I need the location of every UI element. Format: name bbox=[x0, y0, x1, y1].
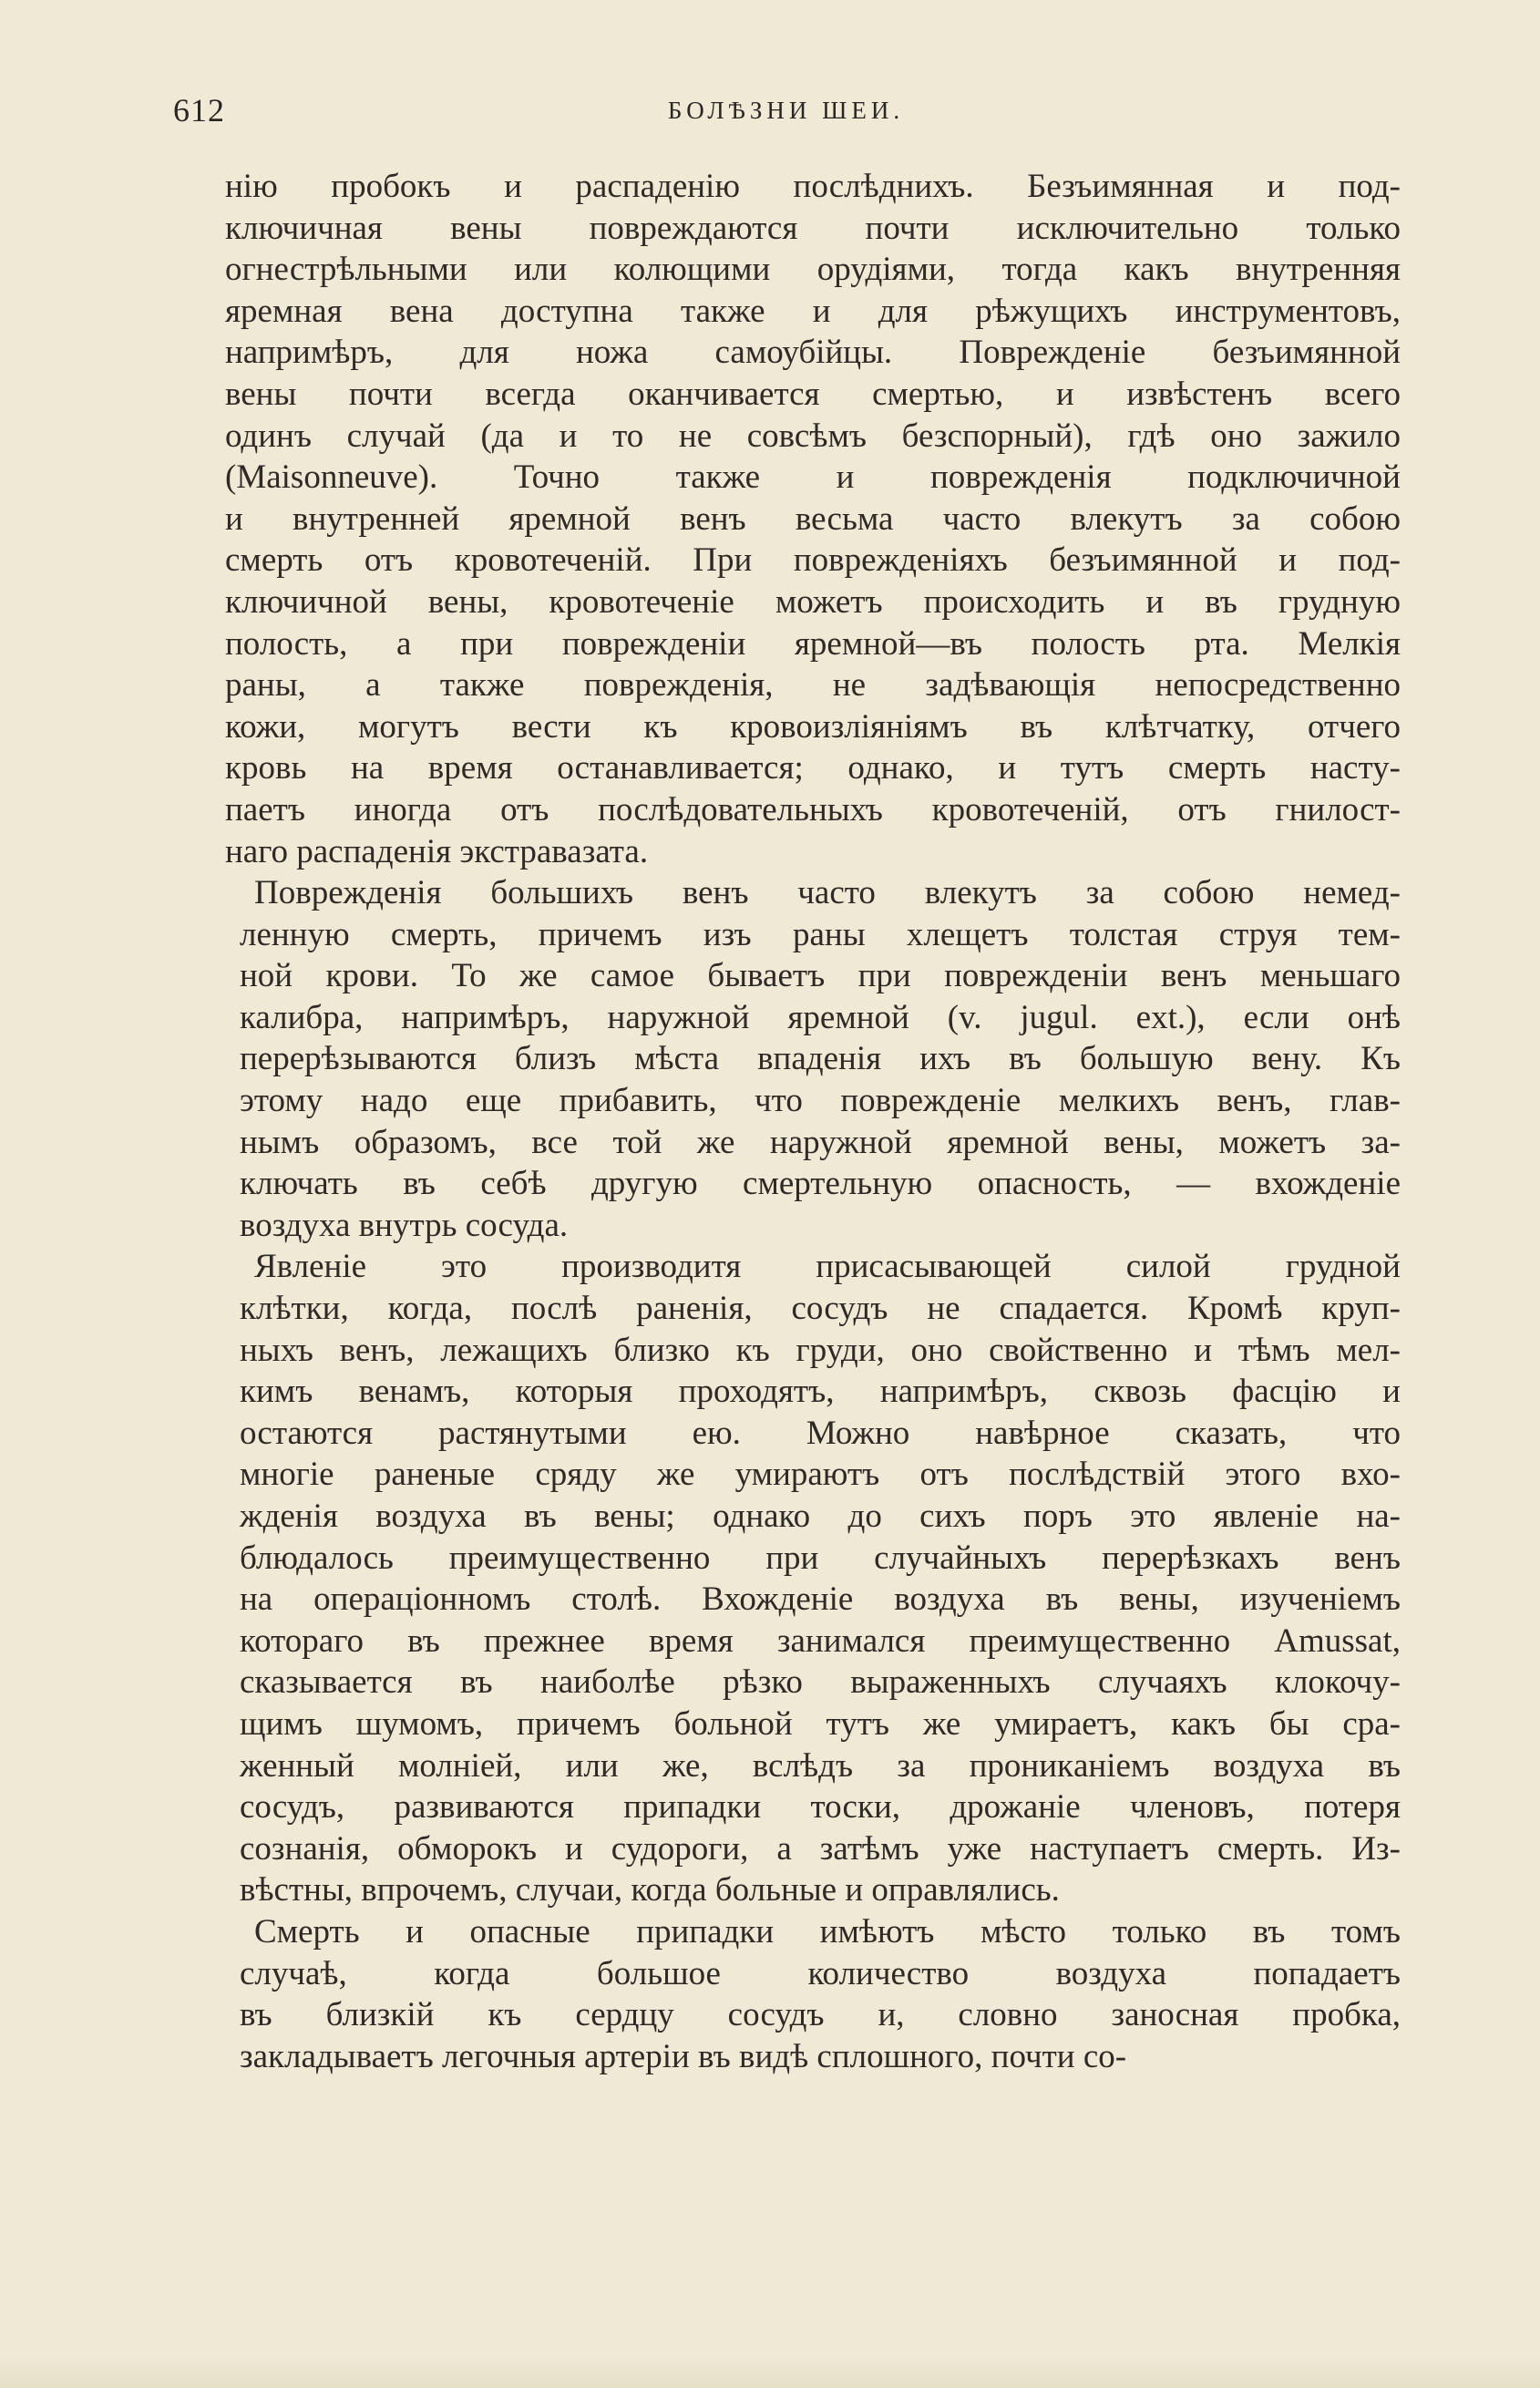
running-title: БОЛѢЗНИ ШЕИ. bbox=[667, 97, 905, 124]
text-line: ныхъ венъ, лежащихъ близко къ груди, оно свойственно и тѣмъ мел- bbox=[240, 1331, 1401, 1369]
paragraph bbox=[225, 1911, 1401, 2077]
text-line: остаются растянутыми ею. Можно навѣрное сказать, что bbox=[240, 1414, 1401, 1452]
text-line: яремная вена доступна также и для рѣжущихъ инструментовъ, bbox=[225, 292, 1401, 330]
text-line: сказывается въ наиболѣе рѣзко выраженныхъ случаяхъ клокочу- bbox=[240, 1663, 1401, 1702]
paragraph bbox=[225, 872, 1401, 1246]
text-line: котораго въ прежнее время занимался преимущественно Amussat, bbox=[240, 1621, 1401, 1660]
text-line: раны, а также поврежденія, не задѣвающія непосредственно bbox=[225, 666, 1401, 705]
text-line: перерѣзываются близъ мѣста впаденія ихъ въ большую вену. Къ bbox=[240, 1040, 1401, 1078]
text-line: случаѣ, когда большое количество воздуха попадаетъ bbox=[240, 1954, 1401, 1992]
text-line: этому надо еще прибавить, что поврежденіе мелкихъ венъ, глав- bbox=[240, 1082, 1401, 1120]
text-line: сознанія, обморокъ и судороги, а затѣмъ уже наступаетъ смерть. Из- bbox=[240, 1829, 1401, 1868]
text-line: вены почти всегда оканчивается смертью, и извѣстенъ всего bbox=[225, 375, 1401, 413]
text-line: паетъ иногда отъ послѣдовательныхъ кровотеченій, отъ гнилост- bbox=[225, 790, 1401, 829]
page-number: 612 bbox=[173, 92, 225, 129]
paragraph bbox=[225, 166, 1401, 872]
text-line: кимъ венамъ, которыя проходятъ, напримѣръ, сквозь фасцію и bbox=[240, 1373, 1401, 1411]
running-head bbox=[173, 91, 1399, 137]
text-line: наго распаденія экстравазата. bbox=[225, 832, 649, 870]
text-line: нію пробокъ и распаденію послѣднихъ. Безъимянная и под- bbox=[225, 168, 1401, 205]
text-line: Явленіе это производитя присасывающей силой грудной bbox=[254, 1248, 1401, 1286]
page-edge bbox=[0, 2355, 1540, 2388]
text-line: сосудъ, развиваются припадки тоски, дрожаніе членовъ, потеря bbox=[240, 1788, 1401, 1827]
text-line: закладываетъ легочныя артеріи въ видѣ сплошного, почти со- bbox=[240, 2037, 1127, 2075]
text-line: ной крови. То же самое бываетъ при поврежденіи венъ меньшаго bbox=[240, 957, 1401, 995]
text-line: смерть отъ кровотеченій. При поврежденіяхъ безъимянной и под- bbox=[225, 541, 1401, 580]
text-line: огнестрѣльными или колющими орудіями, тогда какъ внутренняя bbox=[225, 251, 1401, 289]
text-line: клѣтки, когда, послѣ раненія, сосудъ не спадается. Кромѣ круп- bbox=[240, 1290, 1401, 1328]
text-line: Поврежденія большихъ венъ часто влекутъ за собою немед- bbox=[254, 874, 1401, 912]
paragraph bbox=[225, 1246, 1401, 1911]
text-line: калибра, напримѣръ, наружной яремной (v. jugul. ext.), если онѣ bbox=[240, 998, 1401, 1036]
text-line: жденія воздуха въ вены; однако до сихъ поръ это явленіе на- bbox=[240, 1498, 1401, 1535]
text-line: ключать въ себѣ другую смертельную опасность, — вхожденіе bbox=[240, 1165, 1401, 1203]
text-line: женный молніей, или же, вслѣдъ за проникaніемъ воздуха въ bbox=[240, 1746, 1401, 1785]
text-line: полость, а при поврежденіи яремной—въ полость рта. Мелкія bbox=[225, 624, 1401, 663]
text-line: ленную смерть, причемъ изъ раны хлещетъ толстая струя тем- bbox=[240, 915, 1401, 953]
text-line: многіе раненые сряду же умираютъ отъ послѣдствій этого вхо- bbox=[240, 1456, 1401, 1494]
text-line: ключичной вены, кровотеченіе можетъ происходить и въ грудную bbox=[225, 582, 1401, 621]
text-line: вѣстны, впрочемъ, случаи, когда больные и оправлялись. bbox=[240, 1871, 1060, 1909]
text-line: на операціонномъ столѣ. Вхожденіе воздуха въ вены, изученіемъ bbox=[240, 1580, 1401, 1619]
text-line: нымъ образомъ, все той же наружной яремной вены, можетъ за- bbox=[240, 1123, 1401, 1161]
text-line: Смерть и опасные припадки имѣютъ мѣсто только въ томъ bbox=[254, 1912, 1401, 1951]
text-line: и внутренней яремной венъ весьма часто влекутъ за собою bbox=[225, 499, 1401, 538]
text-line: одинъ случай (да и то не совсѣмъ безспорный), гдѣ оно зажило bbox=[225, 417, 1401, 455]
text-line: блюдалось преимущественно при случайныхъ перерѣзкахъ венъ bbox=[240, 1539, 1401, 1577]
text-line: щимъ шумомъ, причемъ больной тутъ же умираетъ, какъ бы сра- bbox=[240, 1704, 1401, 1743]
text-line: воздуха внутрь сосуда. bbox=[240, 1206, 569, 1244]
text-line: (Maisonneuve). Точно также и поврежденія подключичной bbox=[225, 458, 1401, 497]
text-line: кожи, могутъ вести къ кровоизліяніямъ въ клѣтчатку, отчего bbox=[225, 707, 1401, 746]
text-line: въ близкій къ сердцу сосудъ и, словно заносная пробка, bbox=[240, 1996, 1401, 2034]
text-line: кровь на время останавливается; однако, и тутъ смерть насту- bbox=[225, 749, 1401, 787]
text-line: ключичная вены повреждаются почти исключительно только bbox=[225, 209, 1401, 247]
body-text bbox=[225, 166, 1401, 2077]
text-line: напримѣръ, для ножа самоубійцы. Поврежденіе безъимянной bbox=[225, 334, 1401, 372]
